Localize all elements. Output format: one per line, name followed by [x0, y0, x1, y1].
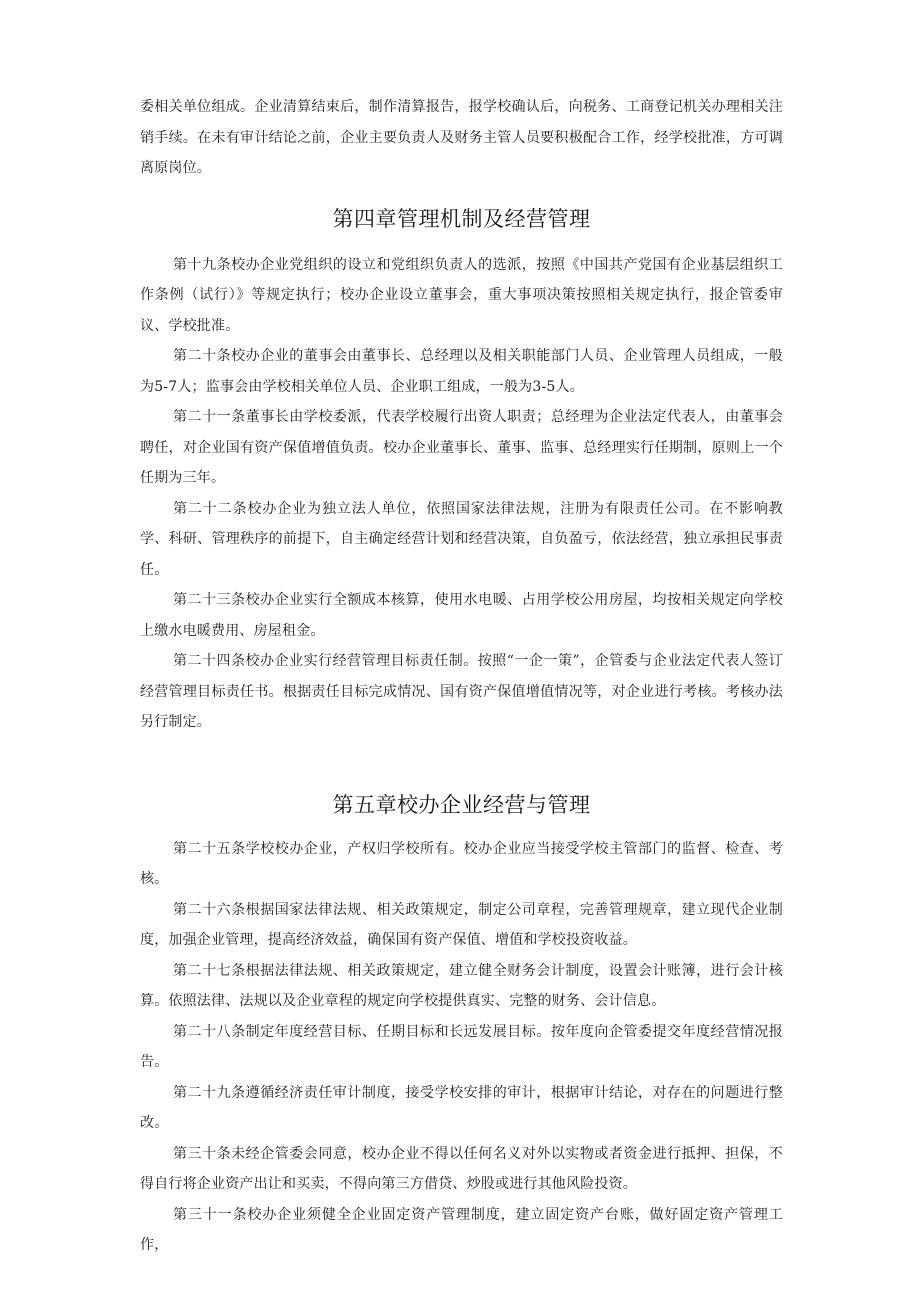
article-21: 第二十一条董事长由学校委派，代表学校履行出资人职责；总经理为企业法定代表人，由董事会聘任，对企业国有资产保值增值负责。校办企业董事长、董事、监事、总经理实行任期制，原则上一个任期为三年。 — [140, 409, 783, 486]
article-20: 第二十条校办企业的董事会由董事长、总经理以及相关职能部门人员、企业管理人员组成，一般为5-7人；监事会由学校相关单位人员、企业职工组成，一般为3-5人。 — [140, 348, 783, 395]
article-19: 第十九条校办企业党组织的设立和党组织负责人的选派，按照《中国共产党国有企业基层组织工作条例（试行）》等规定执行；校办企业设立董事会，重大事项决策按照相关规定执行，报企管委审议、学校批准。 — [140, 256, 783, 334]
article-22: 第二十二条校办企业为独立法人单位，依照国家法律法规，注册为有限责任公司。在不影响教学、科研、管理秩序的前提下，自主确定经营计划和经营决策，自负盈亏，依法经营，独立承担民事责任。 — [140, 500, 783, 578]
continuation-paragraph: 委相关单位组成。企业清算结束后，制作清算报告，报学校确认后，向税务、工商登记机关办理相关注销手续。在未有审计结论之前，企业主要负责人及财务主管人员要积极配合工作，经学校批准，方可调离原岗位。 — [140, 99, 783, 176]
article-28: 第二十八条制定年度经营目标、任期目标和长远发展目标。按年度向企管委提交年度经营情况报告。 — [140, 1023, 783, 1070]
article-29: 第二十九条遵循经济责任审计制度，接受学校安排的审计，根据审计结论，对存在的问题进行整改。 — [140, 1084, 783, 1131]
article-27: 第二十七条根据法律法规、相关政策规定，建立健全财务会计制度，设置会计账簿，进行会计核算。依照法律、法规以及企业章程的规定向学校提供真实、完整的财务、会计信息。 — [140, 962, 783, 1009]
article-31: 第三十一条校办企业须健全企业固定资产管理制度，建立固定资产台账，做好固定资产管理工作， — [140, 1206, 783, 1253]
chapter-4-title: 第四章管理机制及经营管理 — [332, 206, 591, 231]
article-25: 第二十五条学校校办企业，产权归学校所有。校办企业应当接受学校主管部门的监督、检查、考核。 — [140, 840, 783, 887]
document-page — [140, 92, 783, 1261]
article-26: 第二十六条根据国家法律法规、相关政策规定，制定公司章程，完善管理规章，建立现代企业制度，加强企业管理，提高经济效益，确保国有资产保值、增值和学校投资收益。 — [140, 901, 783, 948]
article-30: 第三十条未经企管委会同意，校办企业不得以任何名义对外以实物或者资金进行抵押、担保，不得自行将企业资产出让和买卖，不得向第三方借贷、炒股或进行其他风险投资。 — [140, 1145, 783, 1192]
article-24: 第二十四条校办企业实行经营管理目标责任制。按照“一企一策”，企管委与企业法定代表人签订经营管理目标责任书。根据责任目标完成情况、国有资产保值增值情况等，对企业进行考核。考核办法另行制定。 — [140, 653, 783, 730]
article-23: 第二十三条校办企业实行全额成本核算，使用水电暖、占用学校公用房屋，均按相关规定向学校上缴水电暖费用、房屋租金。 — [140, 592, 783, 639]
chapter-5-title: 第五章校办企业经营与管理 — [332, 792, 591, 817]
